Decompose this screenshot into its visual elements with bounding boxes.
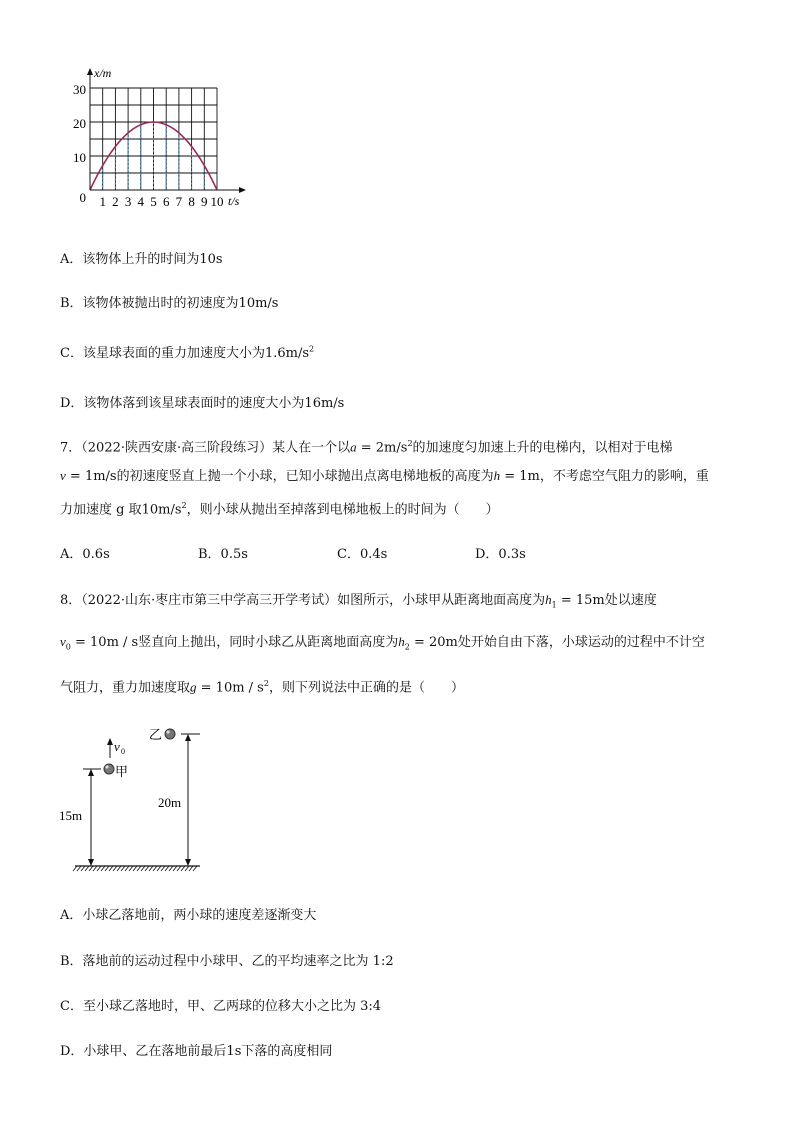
origin-label: 0 [79, 190, 86, 205]
q6-option-a[interactable]: A．该物体上升的时间为10s [60, 252, 223, 267]
ground-hatch-stroke [169, 866, 173, 871]
q7-option-c[interactable]: C．0.4s [337, 547, 388, 562]
y-tick-label: 20 [73, 116, 86, 131]
x-tick-label: 8 [188, 194, 195, 209]
ground-hatching [73, 866, 197, 871]
ground-hatch-stroke [133, 866, 137, 871]
q7-option-a[interactable]: A．0.6s [60, 547, 110, 562]
ground-hatch-stroke [153, 866, 157, 871]
ball-b-arrow-down [185, 859, 191, 866]
ground-hatch-stroke [101, 866, 105, 871]
x-tick-label: 1 [99, 194, 106, 209]
ground-hatch-stroke [81, 866, 85, 871]
ground-hatch-stroke [149, 866, 153, 871]
q8-stem-line-3: 气阻力，重力加速度取$g = 10m / s^2$，则下列说法中正确的是（ ） [60, 679, 464, 696]
ground-hatch-stroke [193, 866, 197, 871]
x-axis-label: t/s [228, 194, 240, 208]
q7-option-d[interactable]: D．0.3s [475, 547, 526, 562]
x-tick-label: 5 [150, 194, 157, 209]
ground-hatch-stroke [157, 866, 161, 871]
v0-arrow-head [107, 738, 113, 745]
q7-stem-line-2: v = 1m/s的初速度竖直上抛一个小球，已知小球抛出点离电梯地板的高度为h = 1m，不考虑空气阻力的影响，重 [60, 468, 709, 484]
y-axis-arrow [87, 68, 93, 75]
x-tick-label: 2 [112, 194, 119, 209]
y-axis-label: x/m [94, 66, 112, 80]
q6-option-d[interactable]: D．该物体落到该星球表面时的速度大小为16m/s [60, 396, 345, 411]
v0-label: v [114, 739, 120, 754]
ball-a-label: 甲 [115, 764, 129, 779]
ball-a-arrow-down [88, 859, 94, 866]
ground-hatch-stroke [121, 866, 125, 871]
ball-b-arrow-up [185, 734, 191, 741]
ground-hatch-stroke [113, 866, 117, 871]
ground-hatch-stroke [189, 866, 193, 871]
x-tick-label: 7 [175, 194, 183, 209]
ground-hatch-stroke [97, 866, 101, 871]
q8-option-b[interactable]: B．落地前的运动过程中小球甲、乙的平均速率之比为 1:2 [60, 954, 394, 969]
x-tick-label: 4 [137, 194, 145, 209]
ground-hatch-stroke [125, 866, 129, 871]
position-time-graph [60, 60, 260, 220]
x-tick-label: 10 [210, 194, 224, 209]
q8-stem-line-1: 8．（2022·山东·枣庄市第三中学高三开学考试）如图所示，小球甲从距离地面高度为$h_1 = 15m$处以速度 [60, 592, 657, 610]
ground-hatch-stroke [89, 866, 93, 871]
ball-b-height-label: 20m [158, 795, 182, 810]
x-axis-arrow [239, 187, 246, 193]
q6-option-b[interactable]: B．该物体被抛出时的初速度为10m/s [60, 296, 279, 311]
ground-hatch-stroke [181, 866, 185, 871]
ball-a [104, 764, 114, 774]
ground-hatch-stroke [85, 866, 89, 871]
q8-option-d[interactable]: D．小球甲、乙在落地前最后1s下落的高度相同 [60, 1044, 333, 1059]
q7-option-b[interactable]: B．0.5s [198, 547, 248, 562]
ball-b-label: 乙 [149, 727, 163, 742]
q7-stem-line-3: 力加速度 g 取$10m/s^2$，则小球从抛出至掉落到电梯地板上的时间为（ ） [60, 501, 499, 518]
q8-stem-line-2: $v_0 = 10m / s$竖直向上抛出，同时小球乙从距离地面高度为$h_2 = 20m$处开始自由下落，小球运动的过程中不计空 [60, 634, 705, 652]
q8-option-a[interactable]: A．小球乙落地前，两小球的速度差逐渐变大 [60, 908, 317, 923]
falling-balls-diagram [55, 720, 225, 880]
ground-hatch-stroke [73, 866, 77, 871]
q8-option-c[interactable]: C．至小球乙落地时，甲、乙两球的位移大小之比为 3:4 [60, 999, 382, 1014]
ground-hatch-stroke [105, 866, 109, 871]
ground-hatch-stroke [129, 866, 133, 871]
y-tick-label: 30 [73, 82, 86, 97]
ground-hatch-stroke [117, 866, 121, 871]
q7-stem-line-1: 7．（2022·陕西安康·高三阶段练习）某人在一个以$a = 2m/s^2$的加速度匀加速上升的电梯内，以相对于电梯 [60, 439, 673, 456]
ground-hatch-stroke [161, 866, 165, 871]
ball-a-highlight [105, 765, 108, 768]
ground-hatch-stroke [145, 866, 149, 871]
x-tick-label: 6 [162, 194, 170, 209]
ball-b [165, 729, 175, 739]
ground-hatch-stroke [177, 866, 181, 871]
ground-hatch-stroke [93, 866, 97, 871]
x-tick-label: 9 [201, 194, 208, 209]
ground-hatch-stroke [173, 866, 177, 871]
ground-hatch-stroke [137, 866, 141, 871]
ball-a-arrow-up [88, 769, 94, 776]
y-tick-label: 10 [73, 150, 86, 165]
x-tick-labels [99, 194, 223, 209]
ball-a-height-label: 15m [59, 808, 83, 823]
x-tick-label: 3 [124, 194, 132, 209]
v0-subscript: 0 [121, 747, 125, 756]
ground-hatch-stroke [109, 866, 113, 871]
q6-option-c[interactable]: C．该星球表面的重力加速度大小为$1.6m/s^2$ [60, 344, 315, 361]
ground-hatch-stroke [77, 866, 81, 871]
ground-hatch-stroke [165, 866, 169, 871]
ground-hatch-stroke [185, 866, 189, 871]
ground-hatch-stroke [141, 866, 145, 871]
ball-b-highlight [166, 730, 169, 733]
